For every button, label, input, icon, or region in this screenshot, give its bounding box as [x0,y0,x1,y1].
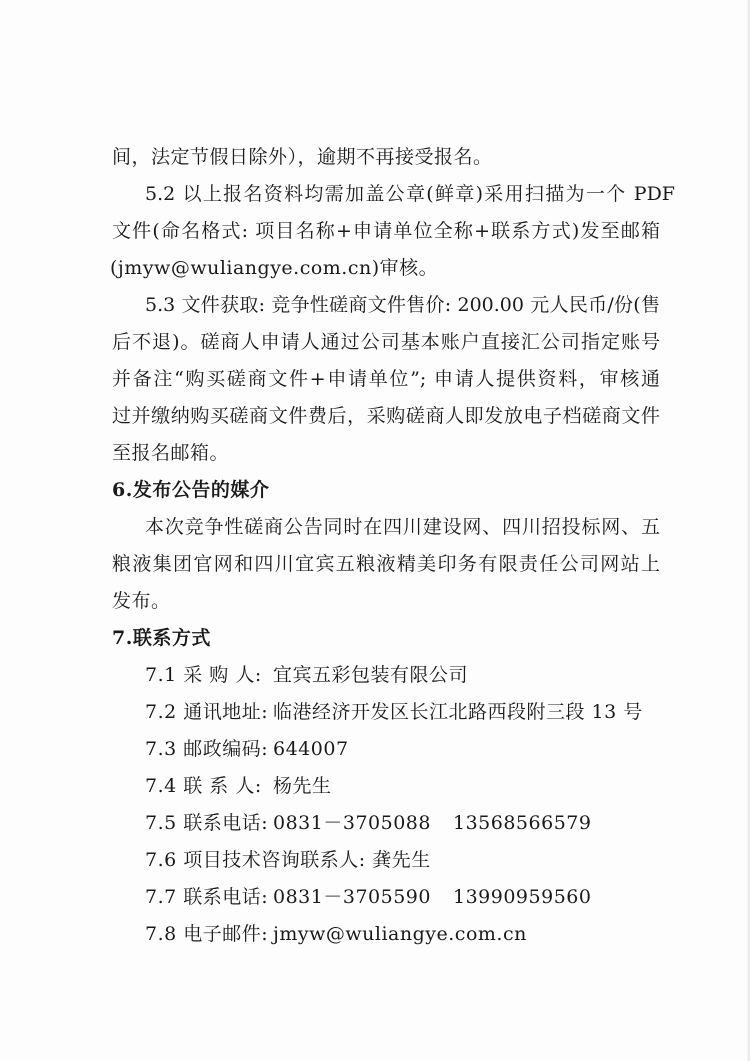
contact-phone-mobile: 13990959560 [452,886,592,908]
section-6-heading: 6.发布公告的媒介 [112,479,270,501]
section-7-heading: 7.联系方式 [112,627,211,649]
paragraph-5-3-line-2: 后不退)。磋商人申请人通过公司基本账户直接汇公司指定账号 [112,331,660,353]
contact-label: 7.3 邮政编码: [145,738,269,760]
paragraph-5-2-line-1: 5.2 以上报名资料均需加盖公章(鲜章)采用扫描为一个 PDF [145,183,675,205]
contact-item [145,700,643,724]
contact-label: 7.8 电子邮件: [145,923,269,945]
contact-value: 644007 [273,738,349,760]
contact-item [145,885,591,909]
paragraph-5-3-line-3: 并备注“购买磋商文件+申请单位”; 申请人提供资料，审核通 [112,368,660,390]
contact-email: jmyw@wuliangye.com.cn [273,923,527,945]
contact-label: 7.7 联系电话: [145,886,269,908]
contact-item [145,663,468,687]
section-6-line-3: 发布。 [112,590,171,612]
contact-item [145,922,527,946]
paragraph-5-2-line-2: 文件(命名格式: 项目名称+申请单位全称+联系方式)发至邮箱 [112,220,660,242]
paragraph-5-2-line-3: (jmyw@wuliangye.com.cn)审核。 [110,257,439,279]
contact-value: 临港经济开发区长江北路西段附三段 13 号 [273,701,643,723]
contact-item [145,848,431,872]
contact-phone-mobile: 13568566579 [452,812,592,834]
contact-label: 7.5 联系电话: [145,812,269,834]
contact-label: 7.4 联 系 人: [145,775,262,797]
contact-label: 7.2 通讯地址: [145,701,269,723]
paragraph-5-3-line-5: 至报名邮箱。 [112,442,230,464]
contact-value: 龚先生 [372,849,431,871]
contact-phone-landline: 0831－3705088 [273,812,431,834]
contact-item [145,811,591,835]
contact-label: 7.6 项目技术咨询联系人: [145,849,366,871]
contact-phone-landline: 0831－3705590 [273,886,431,908]
paragraph-5-3-line-1: 5.3 文件获取: 竞争性磋商文件售价: 200.00 元人民币/份(售 [145,294,660,316]
contact-label: 7.1 采 购 人: [145,664,262,686]
paragraph-5-3-line-4: 过并缴纳购买磋商文件费后，采购磋商人即发放电子档磋商文件 [112,405,660,427]
contact-value: 杨先生 [273,775,332,797]
section-6-line-1: 本次竞争性磋商公告同时在四川建设网、四川招投标网、五 [145,516,660,538]
contact-item [145,737,349,761]
section-6-line-2: 粮液集团官网和四川宜宾五粮液精美印务有限责任公司网站上 [112,553,660,575]
contact-value: 宜宾五彩包装有限公司 [273,664,469,686]
contact-item [145,774,332,798]
continuation-line: 间，法定节假日除外），逾期不再接受报名。 [112,146,493,168]
